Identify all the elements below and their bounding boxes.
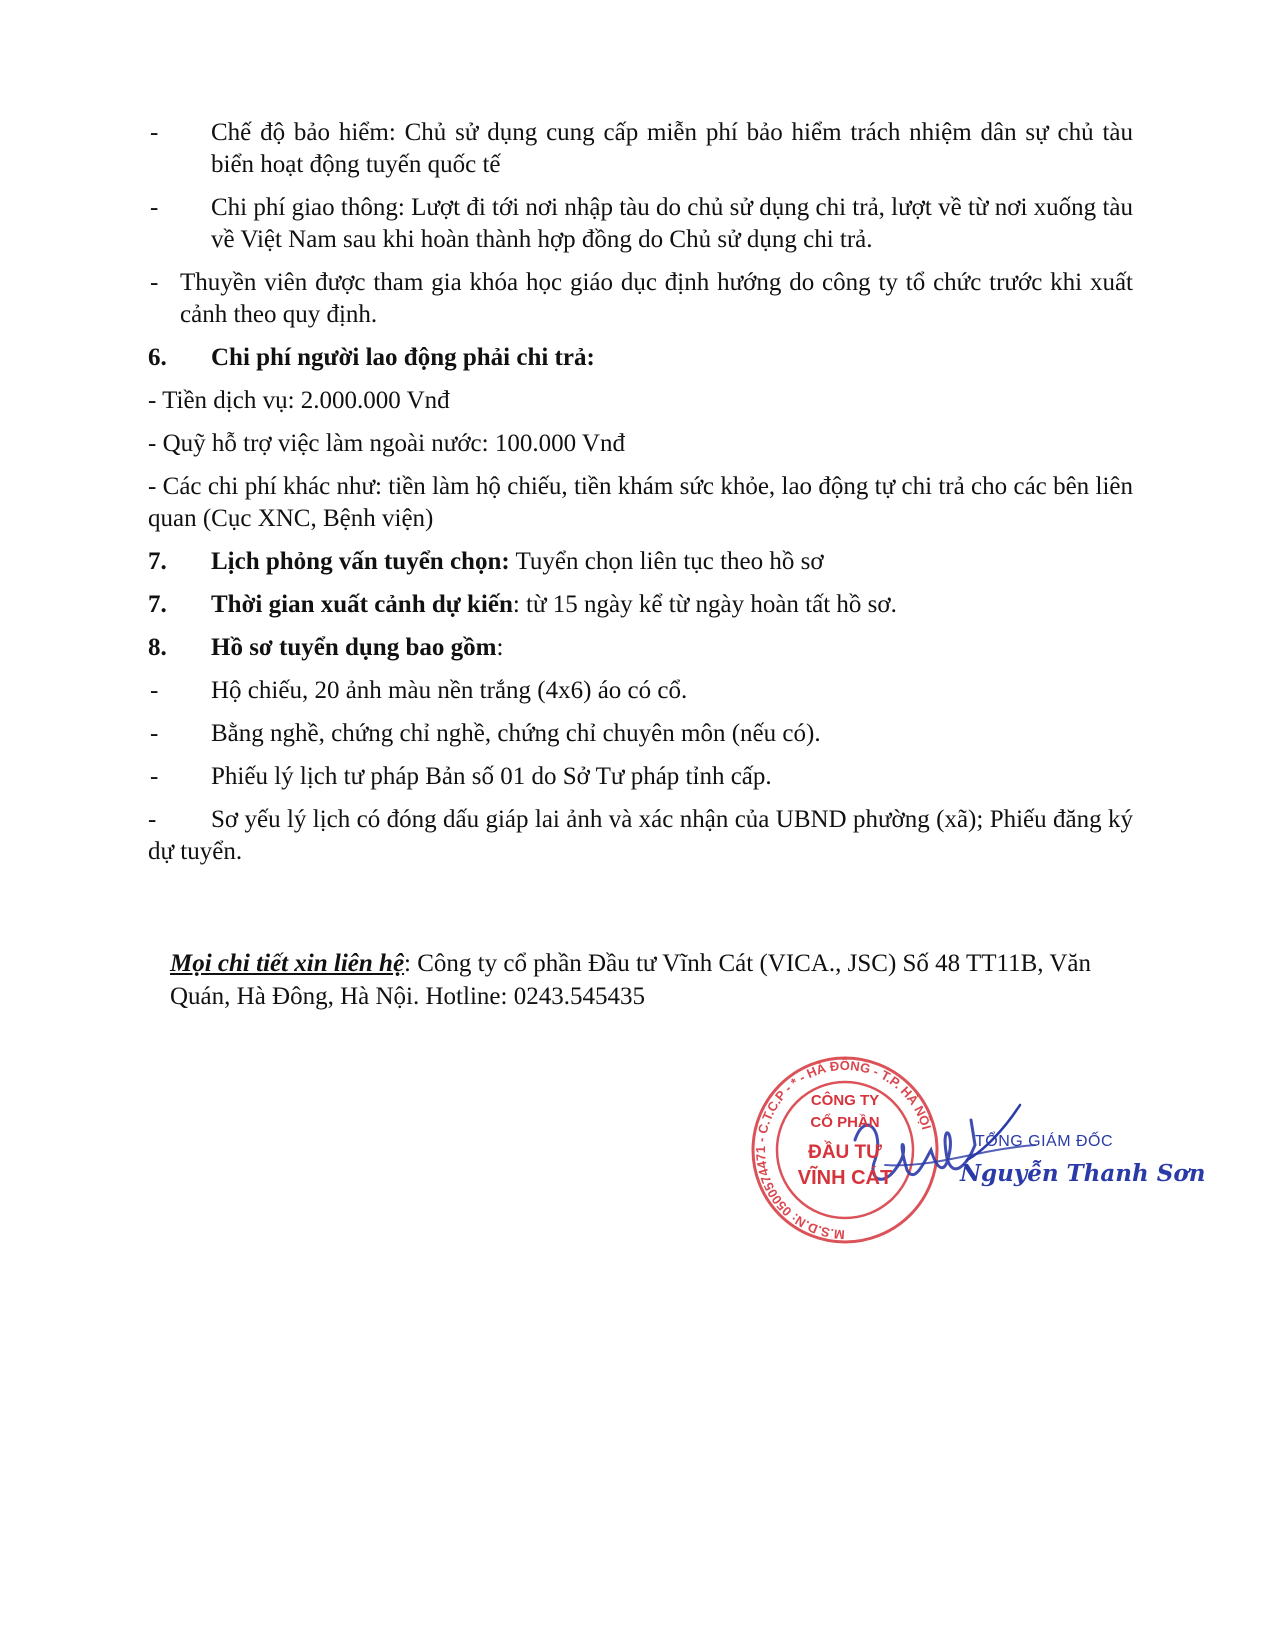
requirement-text: Bằng nghề, chứng chỉ nghề, chứng chỉ chuyên môn (nếu có). (211, 720, 821, 747)
signer-name: Nguyễn Thanh Sơn (960, 1160, 1206, 1187)
section-8-heading (148, 632, 1133, 664)
bullet-dash: - (150, 194, 159, 221)
bullet-dash: - (150, 720, 159, 747)
seal-line-type: CỔ PHẦN (810, 1114, 880, 1131)
section-text: : từ 15 ngày kể từ ngày hoàn tất hồ sơ. (512, 591, 897, 618)
requirement-cv (148, 804, 1133, 868)
seal-line-invest: ĐẦU TƯ (808, 1142, 882, 1163)
seal-line-company: CÔNG TY (810, 1092, 880, 1109)
section-7-departure (148, 589, 1133, 621)
contact-label: Mọi chi tiết xin liên hệ (170, 950, 405, 977)
section-title: Chi phí người lao động phải chi trả: (211, 344, 595, 371)
section-title: Hồ sơ tuyển dụng bao gồm (211, 634, 497, 661)
cost-other: - Các chi phí khác như: tiền làm hộ chiếu, tiền khám sức khỏe, lao động tự chi trả cho các bên liên quan (Cục XNC, Bệnh viện) (148, 473, 1133, 532)
cost-support-fund: - Quỹ hỗ trợ việc làm ngoài nước: 100.000 Vnđ (148, 430, 625, 457)
requirement-text: Phiếu lý lịch tư pháp Bản số 01 do Sở Tư pháp tỉnh cấp. (211, 763, 772, 790)
requirement-judicial-record (148, 761, 1133, 793)
signer-position: TỔNG GIÁM ĐỐC (975, 1133, 1114, 1150)
section-title: Thời gian xuất cảnh dự kiến (211, 591, 513, 618)
bullet-dash: - (150, 677, 159, 704)
section-number: 7. (148, 548, 167, 575)
benefit-text: Chi phí giao thông: Lượt đi tới nơi nhập tàu do chủ sử dụng chi trả, lượt về từ nơi xuống tàu về Việt Nam sau khi hoàn thành hợp đồng do Chủ sử dụng chi trả. (211, 194, 1133, 253)
section-title-suffix: : (496, 634, 504, 661)
seal-ring-text: M.S.D.N: 0500574471 - C.T.C.P - * - HÀ ĐÔNG - T.P. HÀ NỘI (753, 1057, 935, 1243)
bullet-dash: - (150, 269, 159, 296)
benefit-insurance (148, 117, 1133, 181)
section-number: 8. (148, 634, 167, 661)
bullet-dash: - (150, 119, 159, 146)
cost-service-fee: - Tiền dịch vụ: 2.000.000 Vnđ (148, 387, 450, 414)
bullet-dash: - (148, 806, 157, 833)
benefit-text: Thuyền viên được tham gia khóa học giáo dục định hướng do công ty tổ chức trước khi xuất cảnh theo quy định. (180, 269, 1133, 328)
benefit-transport (148, 192, 1133, 256)
document-body (148, 117, 1133, 879)
seal-line-name: VĨNH CÁT (797, 1167, 893, 1189)
requirement-text: Hộ chiếu, 20 ảnh màu nền trắng (4x6) áo có cổ. (211, 677, 688, 704)
requirement-certificates (148, 718, 1133, 750)
requirement-passport (148, 675, 1133, 707)
bullet-dash: - (150, 763, 159, 790)
section-6-heading (148, 342, 1133, 374)
section-number: 7. (148, 591, 167, 618)
benefit-training (148, 267, 1133, 331)
section-title: Lịch phỏng vấn tuyển chọn: (211, 548, 510, 575)
contact-text: : Công ty cổ phần Đầu tư Vĩnh Cát (VICA., JSC) Số 48 TT11B, Văn Quán, Hà Đông, Hà Nội. Hotline: 0243.545435 (170, 950, 1091, 1010)
section-number: 6. (148, 344, 167, 371)
section-text: Tuyển chọn liên tục theo hồ sơ (509, 548, 824, 575)
contact-info (170, 947, 1130, 1013)
benefit-text: Chế độ bảo hiểm: Chủ sử dụng cung cấp miễn phí bảo hiểm trách nhiệm dân sự chủ tàu biển hoạt động tuyến quốc tế (211, 119, 1133, 178)
section-7-interview (148, 546, 1133, 578)
requirement-text: Sơ yếu lý lịch có đóng dấu giáp lai ảnh và xác nhận của UBND phường (xã); Phiếu đăng ký dự tuyển. (148, 806, 1133, 865)
